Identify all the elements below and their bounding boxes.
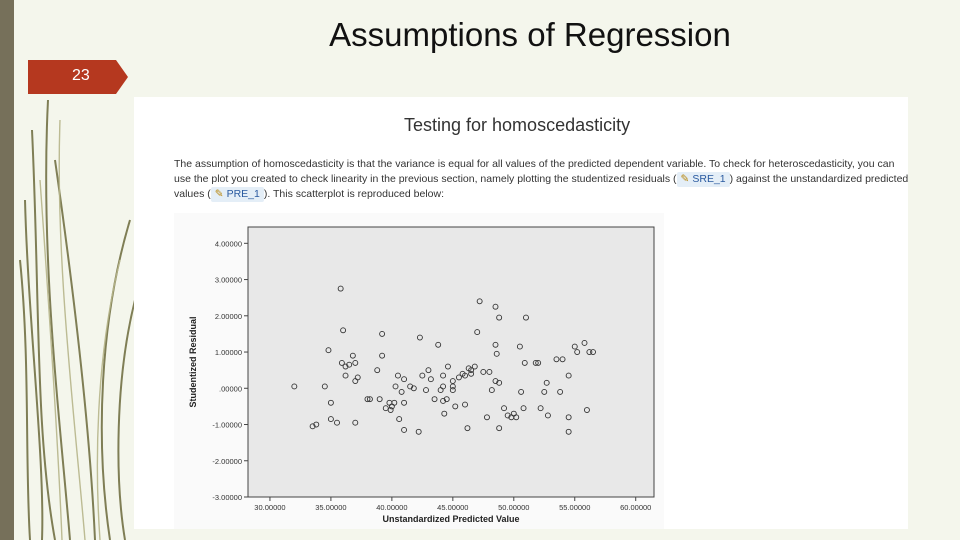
section-heading: Testing for homoscedasticity — [404, 115, 631, 135]
x-tick-label: 30.00000 — [254, 503, 286, 512]
paragraph-text-1: The assumption of homoscedasticity is that the variance is equal for all values of the predicted dependent variable. To check for heteroscedasticity, you can use the plot you created to check linearity in the previous section, namely plotting the studentized residuals ( — [174, 158, 895, 185]
slide-title: Assumptions of Regression — [329, 16, 731, 53]
plot-area — [248, 227, 654, 497]
slide-number: 23 — [72, 67, 90, 84]
y-tick-label: -1.00000 — [212, 420, 242, 430]
chip-label: PRE_1 — [226, 188, 260, 200]
paragraph-text-2: ) against the unstandardized predicted values ( — [174, 173, 909, 200]
y-tick-label: 4.00000 — [214, 239, 242, 249]
content-image-frame — [134, 97, 908, 529]
x-tick-label: 60.00000 — [620, 503, 652, 512]
x-tick-label: 50.00000 — [498, 503, 530, 512]
y-tick-label: .00000 — [219, 384, 242, 394]
variable-chip-pre[interactable] — [211, 187, 264, 202]
scatterplot — [174, 213, 664, 529]
y-tick-label: 3.00000 — [214, 275, 242, 285]
y-tick-label: -3.00000 — [212, 493, 242, 502]
pencil-icon: ✎ — [680, 173, 690, 185]
y-tick-label: 2.00000 — [214, 311, 242, 321]
variable-chip-sre[interactable] — [677, 172, 730, 187]
x-tick-label: 45.00000 — [437, 503, 469, 512]
pencil-icon: ✎ — [214, 188, 224, 200]
x-tick-label: 40.00000 — [376, 503, 408, 512]
description-paragraph — [174, 157, 909, 202]
y-tick-label: -2.00000 — [212, 456, 242, 466]
y-axis-label: Studentized Residual — [188, 316, 198, 408]
slide-number-badge — [28, 60, 128, 94]
paragraph-text-3: ). This scatterplot is reproduced below: — [263, 188, 444, 200]
y-tick-label: 1.00000 — [214, 348, 242, 358]
scatterplot-container — [174, 213, 664, 529]
x-axis-label: Unstandardized Predicted Value — [382, 514, 520, 524]
chip-label: SRE_1 — [692, 173, 726, 185]
x-tick-label: 35.00000 — [315, 503, 347, 512]
x-tick-label: 55.00000 — [559, 503, 591, 512]
